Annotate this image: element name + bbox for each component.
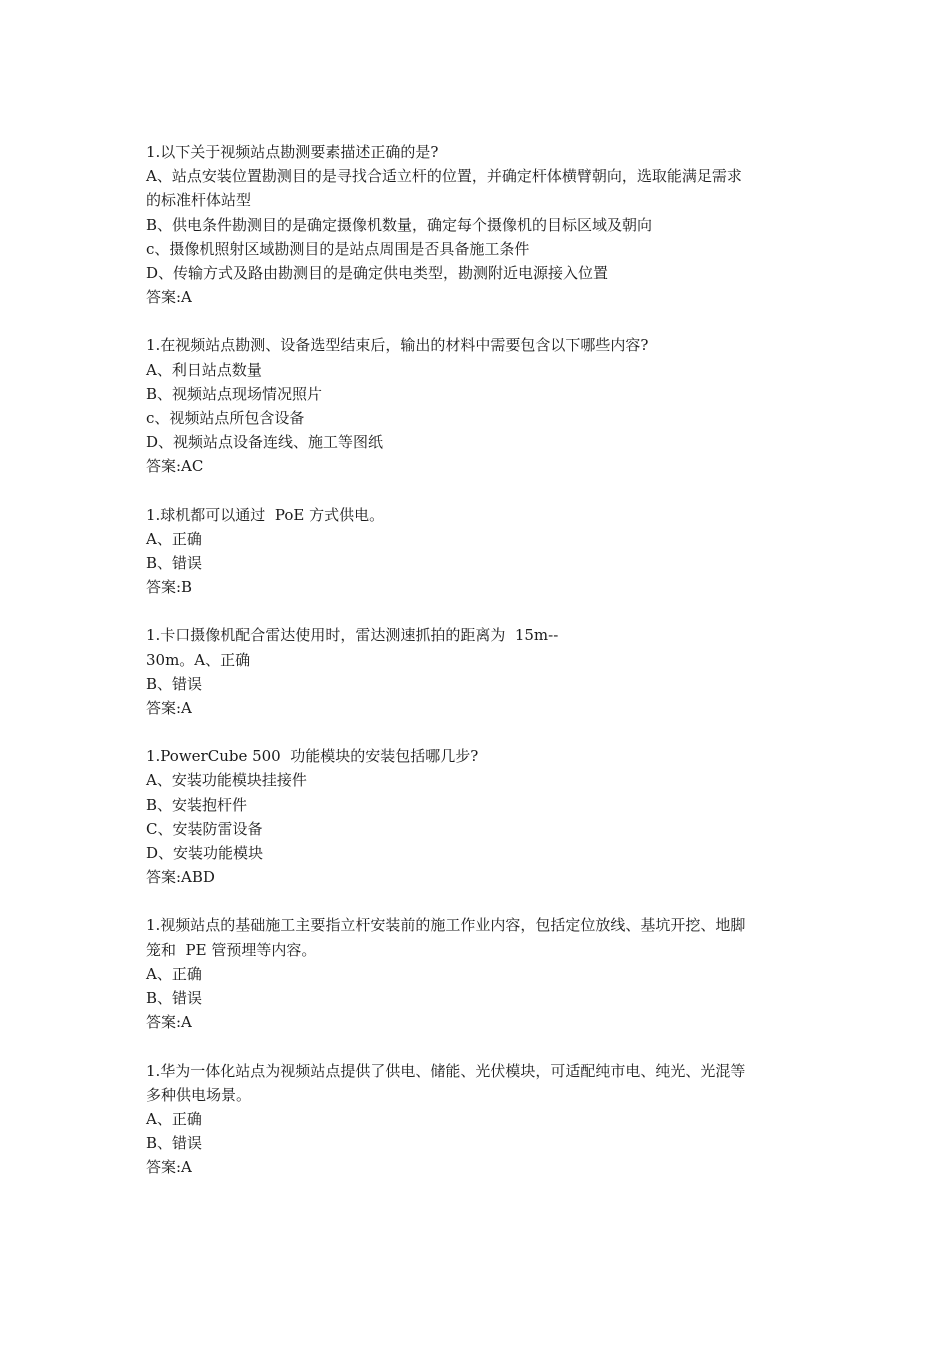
option-line: c、摄像机照射区域勘测目的是站点周围是否具备施工条件	[146, 239, 530, 258]
answer-line: 答案:A	[146, 1158, 192, 1177]
option-list	[146, 358, 816, 455]
option-line: B、错误	[146, 989, 203, 1008]
question-stem: 1.PowerCube 500 功能模块的安装包括哪几步?	[146, 747, 479, 766]
question-stem: 1.卡口摄像机配合雷达使用时，雷达测速抓拍的距离为 15m--	[146, 626, 559, 645]
question-stem-continued: 30m。A、正确	[146, 650, 251, 669]
option-line: A、正确	[146, 964, 202, 983]
question-stem: 1.华为一体化站点为视频站点提供了供电、储能、光伏模块，可适配纯市电、纯光、光混等	[146, 1061, 746, 1080]
answer-line: 答案:A	[146, 699, 192, 718]
option-line: D、视频站点设备连线、施工等图纸	[146, 433, 384, 452]
option-line: A、正确	[146, 1109, 202, 1128]
option-line: B、错误	[146, 554, 203, 573]
option-list	[146, 1107, 816, 1155]
option-list	[146, 527, 816, 575]
option-line: B、安装抱杆件	[146, 795, 248, 814]
option-list	[146, 672, 816, 696]
answer-line: 答案:A	[146, 1013, 192, 1032]
answer-line: 答案:B	[146, 578, 193, 597]
option-line: B、供电条件勘测目的是确定摄像机数量，确定每个摄像机的目标区域及朝向	[146, 215, 653, 234]
option-line: D、安装功能模块	[146, 844, 264, 863]
question-stem-continued: 笼和 PE 管预埋等内容。	[146, 940, 317, 959]
question-block	[146, 913, 816, 1034]
option-line: A、站点安装位置勘测目的是寻找合适立杆的位置，并确定杆体横臂朝向，选取能满足需求	[146, 167, 742, 186]
option-list	[146, 962, 816, 1010]
option-line: B、错误	[146, 674, 203, 693]
question-stem: 1.视频站点的基础施工主要指立杆安装前的施工作业内容，包括定位放线、基坑开挖、地脚	[146, 916, 746, 935]
option-line: A、正确	[146, 529, 202, 548]
option-line: 的标准杆体站型	[146, 191, 252, 210]
option-line: B、视频站点现场情况照片	[146, 384, 323, 403]
document-page	[146, 140, 816, 1204]
question-stem: 1.在视频站点勘测、设备选型结束后，输出的材料中需要包含以下哪些内容?	[146, 336, 649, 355]
question-block	[146, 140, 816, 309]
answer-line: 答案:ABD	[146, 868, 215, 887]
option-line: D、传输方式及路由勘测目的是确定供电类型，勘测附近电源接入位置	[146, 264, 609, 283]
option-line: c、视频站点所包含设备	[146, 409, 305, 428]
option-line: A、安装功能模块挂接件	[146, 771, 307, 790]
question-stem: 1.球机都可以通过 PoE 方式供电。	[146, 505, 385, 524]
question-block	[146, 503, 816, 600]
question-block	[146, 744, 816, 889]
option-line: C、安装防雷设备	[146, 819, 263, 838]
question-stem: 1.以下关于视频站点勘测要素描述正确的是?	[146, 143, 439, 161]
question-block	[146, 333, 816, 478]
option-line: B、错误	[146, 1134, 203, 1153]
question-block	[146, 623, 816, 720]
question-stem-continued: 多种供电场景。	[146, 1085, 252, 1104]
option-list	[146, 768, 816, 865]
option-line: A、利日站点数量	[146, 360, 262, 379]
option-list	[146, 164, 816, 285]
question-block	[146, 1059, 816, 1180]
answer-line: 答案:AC	[146, 457, 204, 476]
answer-line: 答案:A	[146, 288, 192, 307]
